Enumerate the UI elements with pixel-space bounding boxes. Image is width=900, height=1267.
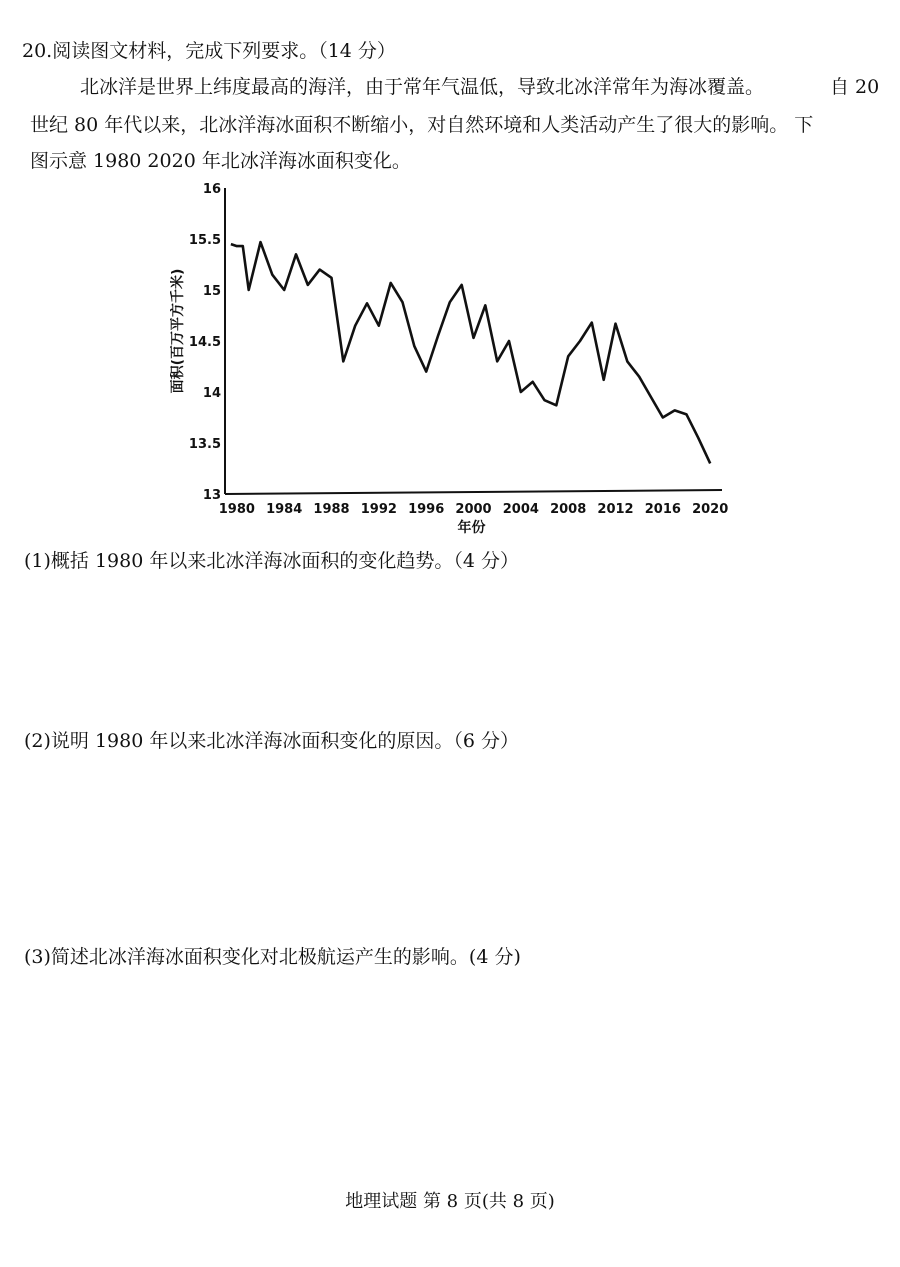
material-paragraph-line-2: 世纪 80 年代以来，北冰洋海冰面积不断缩小，对自然环境和人类活动产生了很大的影响。 下 (30, 114, 814, 136)
sea-ice-area-line (231, 242, 710, 463)
x-tick-label: 1980 (218, 502, 255, 517)
page-footer: 地理试题 第 8 页(共 8 页) (345, 1191, 555, 1212)
material-paragraph-line-1-end: 自 20 (830, 76, 880, 98)
y-tick-label: 13 (202, 488, 221, 503)
y-tick-label: 14.5 (188, 335, 221, 350)
sub-question-3: (3)简述北冰洋海冰面积变化对北极航运产生的影响。(4 分) (24, 946, 521, 968)
x-axis-title: 年份 (457, 520, 486, 536)
tick-labels (189, 182, 728, 517)
x-axis-line (225, 490, 722, 494)
sea-ice-area-chart (170, 178, 770, 538)
y-tick-label: 14 (202, 386, 221, 401)
x-tick-label: 1992 (360, 502, 397, 517)
chart-svg (170, 178, 770, 538)
sub-question-1: (1)概括 1980 年以来北冰洋海冰面积的变化趋势。（4 分） (24, 550, 519, 572)
material-paragraph-line-1: 北冰洋是世界上纬度最高的海洋，由于常年气温低，导致北冰洋常年为海冰覆盖。 (80, 76, 765, 98)
material-paragraph-line-3: 图示意 1980 2020 年北冰洋海冰面积变化。 (30, 150, 411, 172)
y-tick-label: 16 (202, 182, 221, 197)
y-tick-label: 15 (202, 284, 221, 299)
y-tick-label: 15.5 (188, 233, 221, 248)
x-tick-label: 2016 (644, 502, 681, 517)
x-tick-label: 1996 (408, 502, 445, 517)
x-tick-label: 1984 (266, 502, 303, 517)
question-title: 20.阅读图文材料，完成下列要求。（14 分） (22, 40, 396, 62)
x-tick-label: 2020 (692, 502, 729, 517)
x-tick-label: 2004 (502, 502, 539, 517)
y-axis-title: 面积(百万平方千米) (170, 268, 186, 394)
sub-question-2: (2)说明 1980 年以来北冰洋海冰面积变化的原因。（6 分） (24, 730, 519, 752)
y-tick-label: 13.5 (188, 437, 221, 452)
x-tick-label: 2012 (597, 502, 634, 517)
x-tick-label: 2008 (550, 502, 587, 517)
x-tick-label: 1988 (313, 502, 350, 517)
x-tick-label: 2000 (455, 502, 492, 517)
y-axis-title-group (170, 269, 186, 394)
